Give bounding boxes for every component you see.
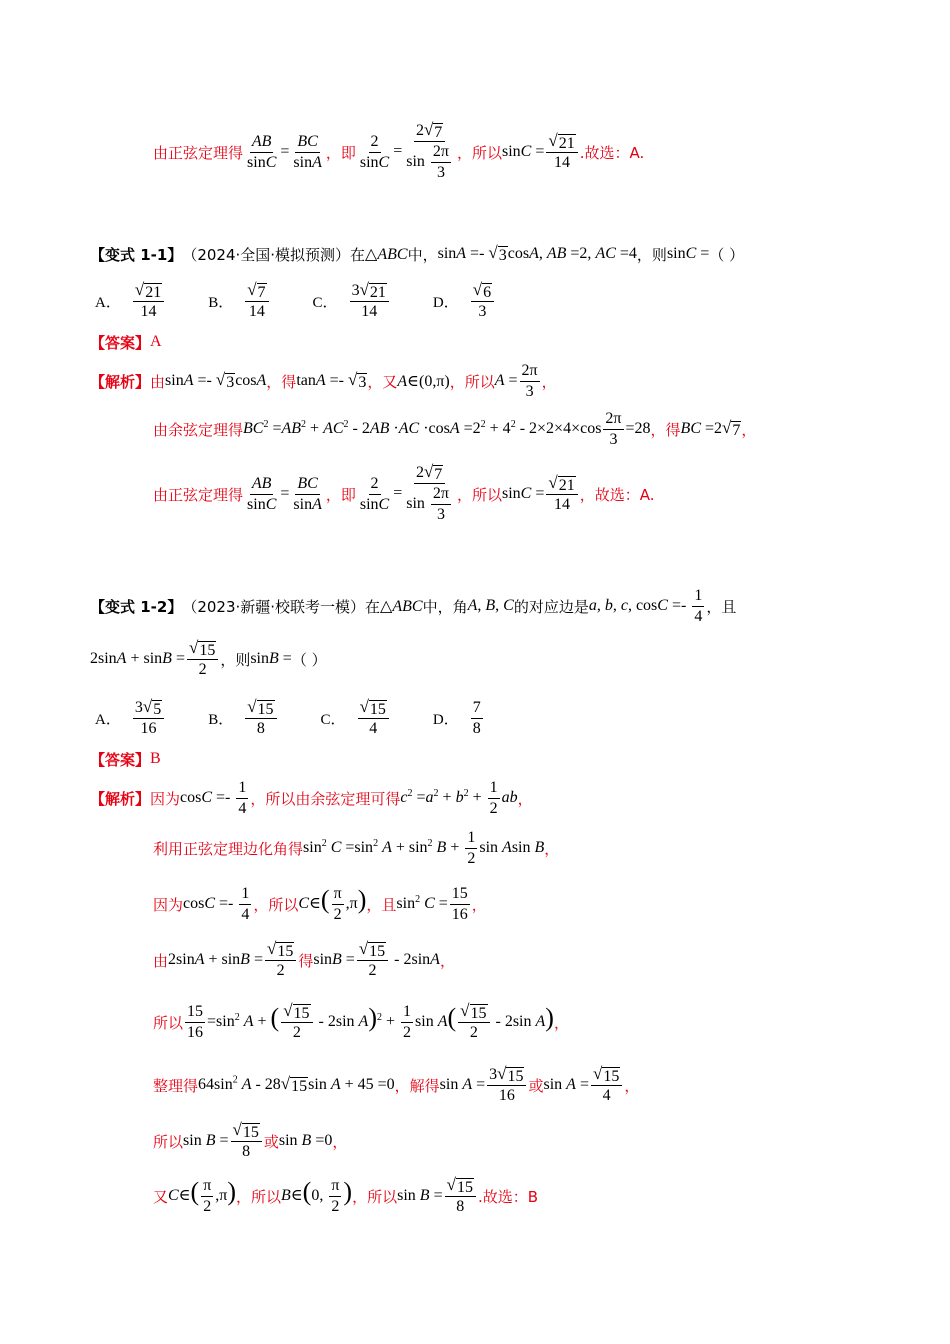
v11-conclusion: ，故选：A.: [579, 485, 655, 504]
v12-s5: 所以: [153, 1013, 184, 1032]
v12-source: （2023·新疆·校联考一模）在: [182, 597, 381, 616]
v11-a3-f2: $\frac{2}{\sin C}$ = 2 √ 7 sin $\frac{2\pi}{3}$: [359, 462, 449, 523]
v12-condition: 2sinA + sinB = √ 15 2: [90, 639, 220, 680]
v12-s7a: 所以: [153, 1132, 184, 1151]
v12-answer: [90, 748, 161, 770]
v12-s3a: 因为: [153, 895, 184, 914]
v12-s6c: 或: [528, 1076, 544, 1095]
v12-step-2: 利用正弦定理边化角得 $\sin^2 C =\sin^2$ $A + \sin^2 B$ + $\frac{1}{2}$ sin Asin B ，: [153, 828, 560, 867]
v12-s3b: ，所以: [253, 895, 299, 914]
v12-s1b: ，所以由余弦定理可得: [250, 789, 401, 808]
v11-question: [90, 240, 744, 268]
v12-s6a: 整理得: [153, 1076, 199, 1095]
v12-option-c[interactable]: C． √ 15 4: [321, 698, 391, 739]
v12-s8a: 又: [153, 1187, 169, 1206]
v12-step-3: 因为 cosC =- $\frac{1}{4}$ ，所以 C∈( $\frac{\pi}{2}$ ,π) ，且 $\sin^2 C$ = $\frac{15}{16}$ ，: [153, 884, 487, 923]
v12-s8-f2: B∈(0, $\frac{\pi}{2}$ ): [281, 1176, 353, 1215]
v12-s6-f1: $64\sin^2$ A - 28 √ 15 sin A + 45 =0: [198, 1074, 395, 1095]
v11-answer: [90, 331, 162, 353]
v11-analysis-label: 【解析】: [90, 372, 151, 391]
v12-s3c: ，且: [366, 895, 397, 914]
top-formula-1: $\frac{AB}{\sin C}$ = $\frac{BC}{\sin A}$: [247, 132, 322, 171]
v11-triangle: △ABC: [365, 246, 408, 263]
v12-s3-f1: cosC =- $\frac{1}{4}$: [183, 884, 250, 923]
v12-s7-f2: sin B =0: [278, 1132, 333, 1149]
v12-step-4: 由 2sinA + sinB = √ 15 2 得 sinB = √ 15 2 - 2sinA ，: [153, 938, 455, 979]
v12-s8-f1: C∈( $\frac{\pi}{2}$ ,π): [168, 1176, 237, 1215]
v12-step-1: 【解析】 因为 cosC =- $\frac{1}{4}$ ，所以由余弦定理可得 $c^2 =a^2 + b^2$ + $\frac{1}{2}$ ab ，: [90, 778, 533, 817]
top-suoyi: ，所以: [456, 143, 502, 162]
v12-s1a: 因为: [150, 789, 181, 808]
v12-step-6: 整理得 $64\sin^2$ A - 28 √ 15 sin A + 45 =0 ，解得 sin A = 3 √ 15 16 或 sin A = √ 15 4 ，: [153, 1063, 640, 1104]
v12-s8b: ，所以: [236, 1187, 282, 1206]
v12-option-b[interactable]: B． √ 15 8: [208, 698, 278, 739]
v11-analysis-2: 由余弦定理得 $BC^2 =AB^2 + AC^2 - 2AB \cdot AC \cdot\cos A =2^2 + 4^2 - 2\times 2\times 4\times\cos$ $\frac{2\pi}{3}$ =28 ，得 BC =2 √ 7 ，: [153, 409, 757, 448]
top-formula-3: sinC = √ 21 14: [502, 132, 580, 173]
v12-s8c: ，所以: [352, 1187, 398, 1206]
v12-s2: 利用正弦定理边化角得: [153, 839, 304, 858]
v11-a1-f4: A = $\frac{2\pi}{3}$: [494, 361, 538, 400]
v12-s6-f3: sin A = √ 15 4: [544, 1065, 625, 1106]
v11-ze: ，则: [636, 245, 667, 264]
v12-option-a[interactable]: A． 3 √ 5 16: [95, 698, 166, 739]
v11-a1-f2: tanA =- √ 3: [296, 370, 367, 391]
v12-s8d: .故选：B: [477, 1187, 538, 1206]
v11-a1-f3: A∈(0,π): [397, 373, 450, 390]
v11-analysis-1: 【解析】 由 sinA =- √ 3 cosA ，得 tanA =- √ 3 ，又 A∈(0,π) ，所以 A = $\frac{2\pi}{3}$ ，: [90, 361, 557, 400]
v11-option-a[interactable]: A． √ 21 14: [95, 281, 166, 322]
v11-option-b[interactable]: B． √ 7 14: [208, 281, 270, 322]
v12-analysis-label: 【解析】: [90, 789, 151, 808]
top-formula-2: $\frac{2}{\sin C}$ = 2 √ 7 sin $\frac{2\pi}{3}$: [359, 120, 449, 181]
v12-s3-f2: C∈( $\frac{\pi}{2}$ ,π): [298, 884, 367, 923]
v11-answer-label: 【答案】: [90, 333, 151, 352]
v12-s4b: 得: [298, 951, 314, 970]
v11-suoyi2: ，所以: [456, 485, 502, 504]
v12-s2-f1: $\sin^2 C =\sin^2$ $A + \sin^2 B$ + $\frac{1}{2}$ sin Asin B: [303, 828, 545, 867]
v11-suoyi: ，所以: [449, 372, 495, 391]
v12-label: 【变式 1-2】: [90, 597, 183, 616]
v11-a2-f1: $BC^2 =AB^2 + AC^2 - 2AB \cdot AC \cdot\cos A =2^2 + 4^2 - 2\times 2\times 4\times\cos$ $\frac{2\pi}{3}$ =28: [243, 409, 651, 448]
v11-you: 由: [150, 372, 166, 391]
v11-answer-value: A: [150, 333, 162, 350]
v11-de2: ，得: [650, 420, 681, 439]
v12-option-d[interactable]: D． $\frac{7}{8}$: [432, 698, 481, 737]
v12-mid2: 的对应边是: [513, 597, 589, 616]
top-conclusion: .故选：A.: [579, 143, 645, 162]
v11-a3-f1: $\frac{AB}{\sin C}$ = $\frac{BC}{\sin A}$: [247, 474, 322, 513]
v12-s4-f1: 2sinA + sinB = √ 15 2: [168, 940, 298, 981]
v12-s8-f3: sin B = √ 15 8: [397, 1176, 478, 1217]
v11-option-c[interactable]: C． 3 √ 21 14: [313, 281, 391, 322]
v11-zhong: 中，: [407, 245, 438, 264]
v12-s7-f1: sin B = √ 15 8: [183, 1121, 264, 1162]
v11-sine-lead: 由正弦定理得: [153, 485, 244, 504]
v12-s6-f2: sin A = 3 √ 15 16: [440, 1065, 529, 1106]
v12-blank: （ ）: [291, 650, 327, 669]
v12-answer-label: 【答案】: [90, 750, 151, 769]
v12-s5-f1: $\frac{15}{16}$ $=\sin^2$ A + ( √ 15 2 - 2sin A)$^2$ + $\frac{1}{2}$ sin A( √ 15 2 - 2sin A): [187, 1000, 554, 1041]
v12-s3-f3: $\sin^2 C$ = $\frac{15}{16}$: [396, 884, 468, 923]
v11-condition: sinA =- √ 3 cosA, AB =2, AC =4: [437, 243, 637, 264]
v12-angles: A, B, C: [467, 597, 514, 614]
v11-target: sinC =: [666, 245, 710, 262]
v12-s7b: 或: [263, 1132, 279, 1151]
v12-target: sinB =: [250, 650, 292, 667]
v12-ze: ，则: [220, 650, 251, 669]
v11-label: 【变式 1-1】: [90, 245, 183, 264]
v12-mid: 中，角: [422, 597, 468, 616]
v11-ji: ，即: [325, 485, 356, 504]
v12-s1-f2: $c^2 =a^2 + b^2$ + $\frac{1}{2}$ ab: [400, 778, 518, 817]
v11-analysis-3: [153, 460, 655, 528]
v11-source: （2024·全国·模拟预测）在: [182, 245, 366, 264]
top-lead: 由正弦定理得: [153, 143, 244, 162]
v11-cosine-lead: 由余弦定理得: [153, 420, 244, 439]
top-sine-law-line: [153, 118, 644, 186]
v12-question-1: [90, 584, 736, 628]
v11-a2-f2: BC =2 √ 7: [680, 418, 741, 439]
v12-sides: a, b, c, cosC =- $\frac{1}{4}$: [588, 586, 703, 625]
v11-a3-f3: sinC = √ 21 14: [502, 474, 580, 515]
v12-options: [95, 693, 527, 743]
v11-options: [95, 276, 538, 326]
v12-step-8: [153, 1172, 538, 1220]
v11-blank: （ ）: [709, 245, 745, 264]
v11-de: ，得: [266, 372, 297, 391]
v12-qie: ，且: [706, 597, 737, 616]
v12-answer-value: B: [150, 750, 161, 767]
v12-s4a: 由: [153, 951, 169, 970]
v12-s6b: ，解得: [394, 1076, 440, 1095]
v12-s4-f2: sinB = √ 15 2 - 2sinA: [313, 938, 440, 979]
v11-you2: ，又: [367, 372, 398, 391]
v12-question-2: [90, 636, 327, 682]
v12-s1-f1: cosC =- $\frac{1}{4}$: [180, 778, 247, 817]
v11-option-d[interactable]: D． √ 6 3: [433, 281, 496, 322]
top-ji: ，即: [325, 143, 356, 162]
v12-triangle: △ABC: [380, 598, 423, 615]
v11-a1-f1: sinA =- √ 3 cosA: [165, 370, 267, 391]
v12-step-5: 所以 $\frac{15}{16}$ $=\sin^2$ A + ( √ 15 2 - 2sin A)$^2$ + $\frac{1}{2}$ sin A( √ 15 2 - 2sin A) ，: [153, 1000, 569, 1041]
v12-step-7: 所以 sin B = √ 15 8 或 sin B =0 ，: [153, 1119, 348, 1160]
